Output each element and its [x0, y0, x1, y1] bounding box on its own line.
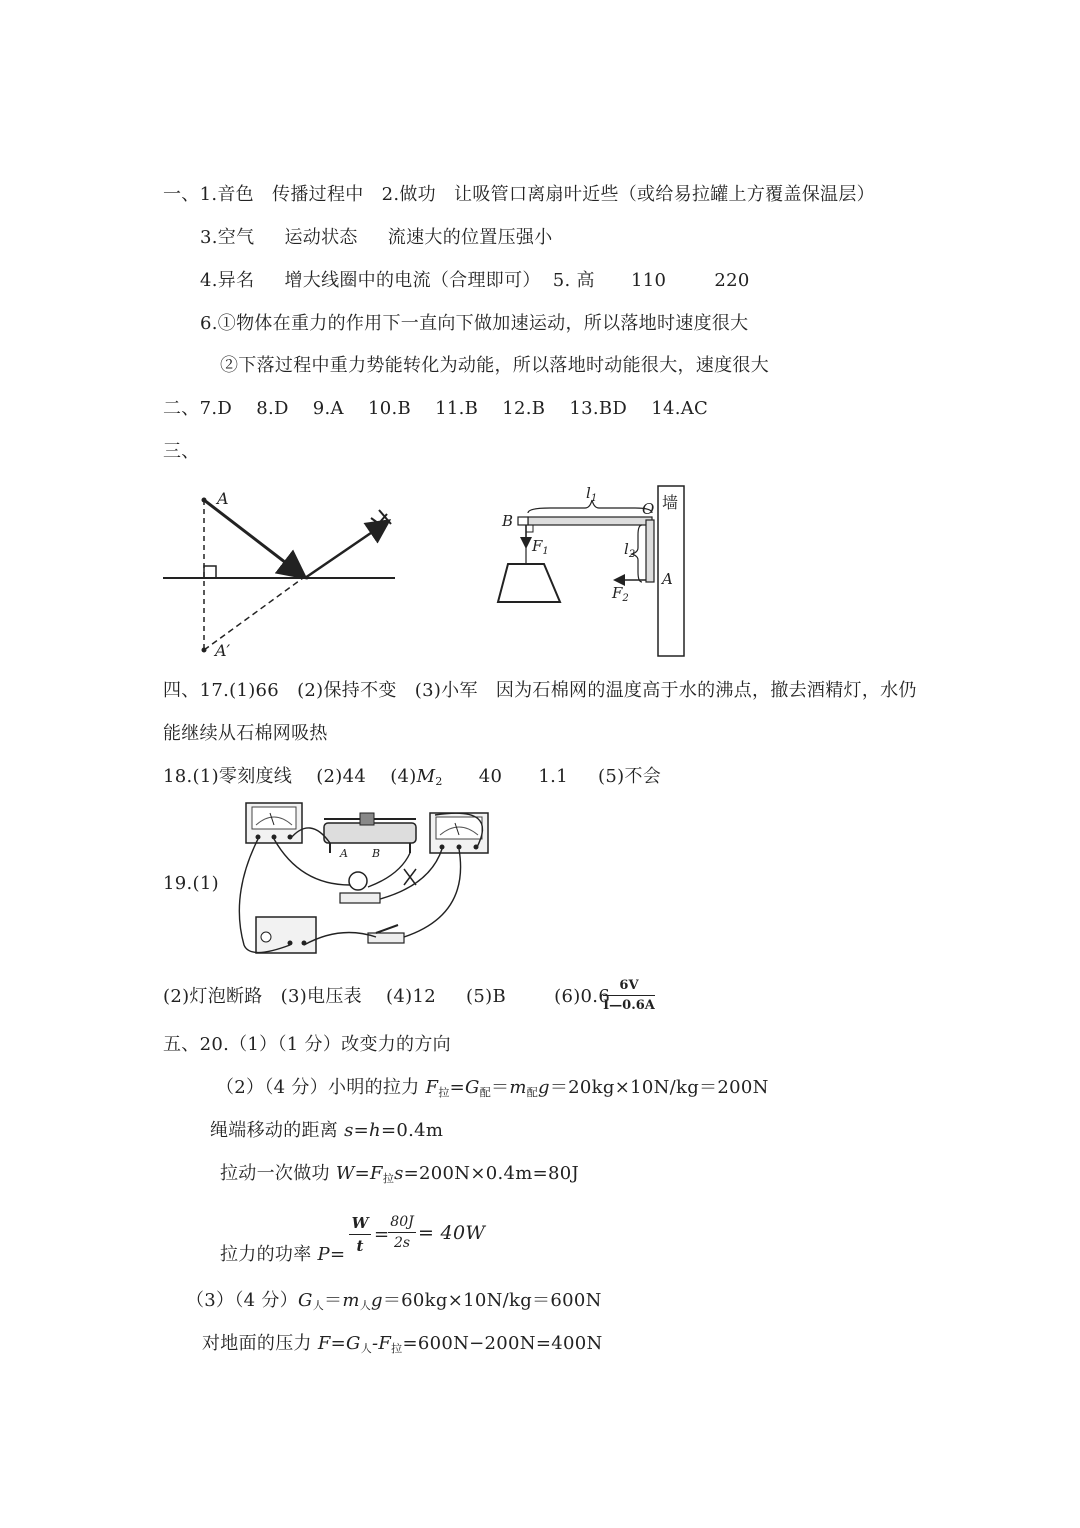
q19-label: 19.(1): [163, 873, 219, 894]
q20-part3: （3）（4 分）$G_人=m_人g=60kg\times 10N/kg=600N$: [186, 1290, 602, 1312]
power-label: 拉力的功率 P=: [220, 1244, 346, 1265]
reflected-ray: [305, 522, 387, 578]
bulb: [340, 872, 380, 903]
switch: [368, 925, 404, 943]
ammeter: [246, 803, 302, 843]
weight: [498, 564, 560, 602]
label-f1: $F_1$: [532, 537, 549, 557]
label-l1: $l_1$: [586, 484, 598, 504]
q17-line1: 四、17.(1)66 (2)保持不变 (3)小军 因为石棉网的温度高于水的沸点，撤去酒精灯，水仍: [163, 680, 917, 701]
power-fraction-1: [349, 1214, 371, 1255]
incident-ray: [204, 500, 303, 576]
label-b: B: [502, 512, 514, 530]
svg-text:A: A: [340, 847, 348, 860]
vertical-bar: [646, 520, 654, 582]
horizontal-bar: [528, 517, 652, 525]
wall-label: 墙: [662, 493, 679, 512]
label-a: A: [662, 570, 673, 588]
fraction-denominator: I—0.6A: [603, 998, 655, 1013]
fraction-bar: [349, 1234, 371, 1235]
fraction-bar: [388, 1232, 416, 1233]
label-l2: $l_2$: [624, 540, 636, 560]
sec1-line2: 3.空气 运动状态 流速大的位置压强小: [200, 227, 553, 248]
q20-part1: 五、20.（1）（1 分）改变力的方向: [163, 1034, 451, 1055]
fraction-numerator: 6V: [619, 978, 639, 993]
lever-diagram: [490, 480, 700, 665]
label-f2: $F_2$: [612, 584, 629, 604]
q18-line: 18.(1)零刻度线 (2)44 $(4)M_2$ 40 1.1 (5)不会: [163, 766, 662, 788]
fraction-denominator: t: [356, 1237, 364, 1255]
svg-text:B: B: [372, 847, 381, 860]
circuit-diagram: [230, 795, 500, 965]
sec3-heading: 三、: [163, 441, 200, 462]
rheostat: [324, 813, 416, 860]
reflection-diagram: [155, 480, 405, 660]
sec2-line1: 二、7.D 8.D 9.A 10.B 11.B 12.B 13.BD 14.AC: [163, 398, 709, 419]
label-a: A: [217, 489, 229, 508]
right-angle-f1: [526, 525, 533, 532]
label-a-prime: A′: [215, 641, 231, 660]
resistance-fraction: [603, 978, 655, 1013]
power-fraction-2: [388, 1214, 416, 1251]
q19-rest: (2)灯泡断路 (3)电压表 (4)12 (5)B (6)0.6: [163, 986, 611, 1007]
virtual-ray: [204, 578, 303, 650]
sec1-line3: 4.异名 增大线圈中的电流（合理即可） 5. 高 110 220: [200, 270, 750, 291]
work-done: 拉动一次做功 $W=F_拉s=200N\times 0.4m=80J$: [220, 1163, 580, 1185]
label-o: O: [642, 500, 655, 518]
power-result: = 40W: [418, 1222, 486, 1244]
cross-mark: [404, 869, 416, 885]
rope-distance: 绳端移动的距离 s=h=0.4m: [210, 1120, 444, 1141]
sec1-line1: 一、1.音色 传播过程中 2.做功 让吸管口离扇叶近些（或给易拉罐上方覆盖保温层）: [163, 184, 875, 205]
fraction-bar: [603, 995, 655, 996]
power-eq-sign: =: [374, 1224, 390, 1245]
ground-pressure: 对地面的压力 $F=G_人-F_拉=600N-200N=400N$: [202, 1333, 603, 1355]
fraction-numerator: W: [351, 1214, 369, 1232]
q17-line2: 能继续从石棉网吸热: [163, 723, 328, 744]
sec1-line5: ②下落过程中重力势能转化为动能，所以落地时动能很大，速度很大: [220, 355, 769, 376]
q20-part2: （2）（4 分）小明的拉力 $F_拉=G_配=m_配g=20kg\times 10N/kg=200N$: [216, 1077, 769, 1099]
fraction-numerator: 80J: [390, 1214, 414, 1230]
sec1-line4: 6.①物体在重力的作用下一直向下做加速运动，所以落地时速度很大: [200, 313, 749, 334]
right-angle-mark: [204, 566, 216, 578]
fraction-denominator: 2s: [393, 1235, 411, 1251]
hook-b: [518, 517, 528, 525]
power-supply: [256, 917, 316, 953]
